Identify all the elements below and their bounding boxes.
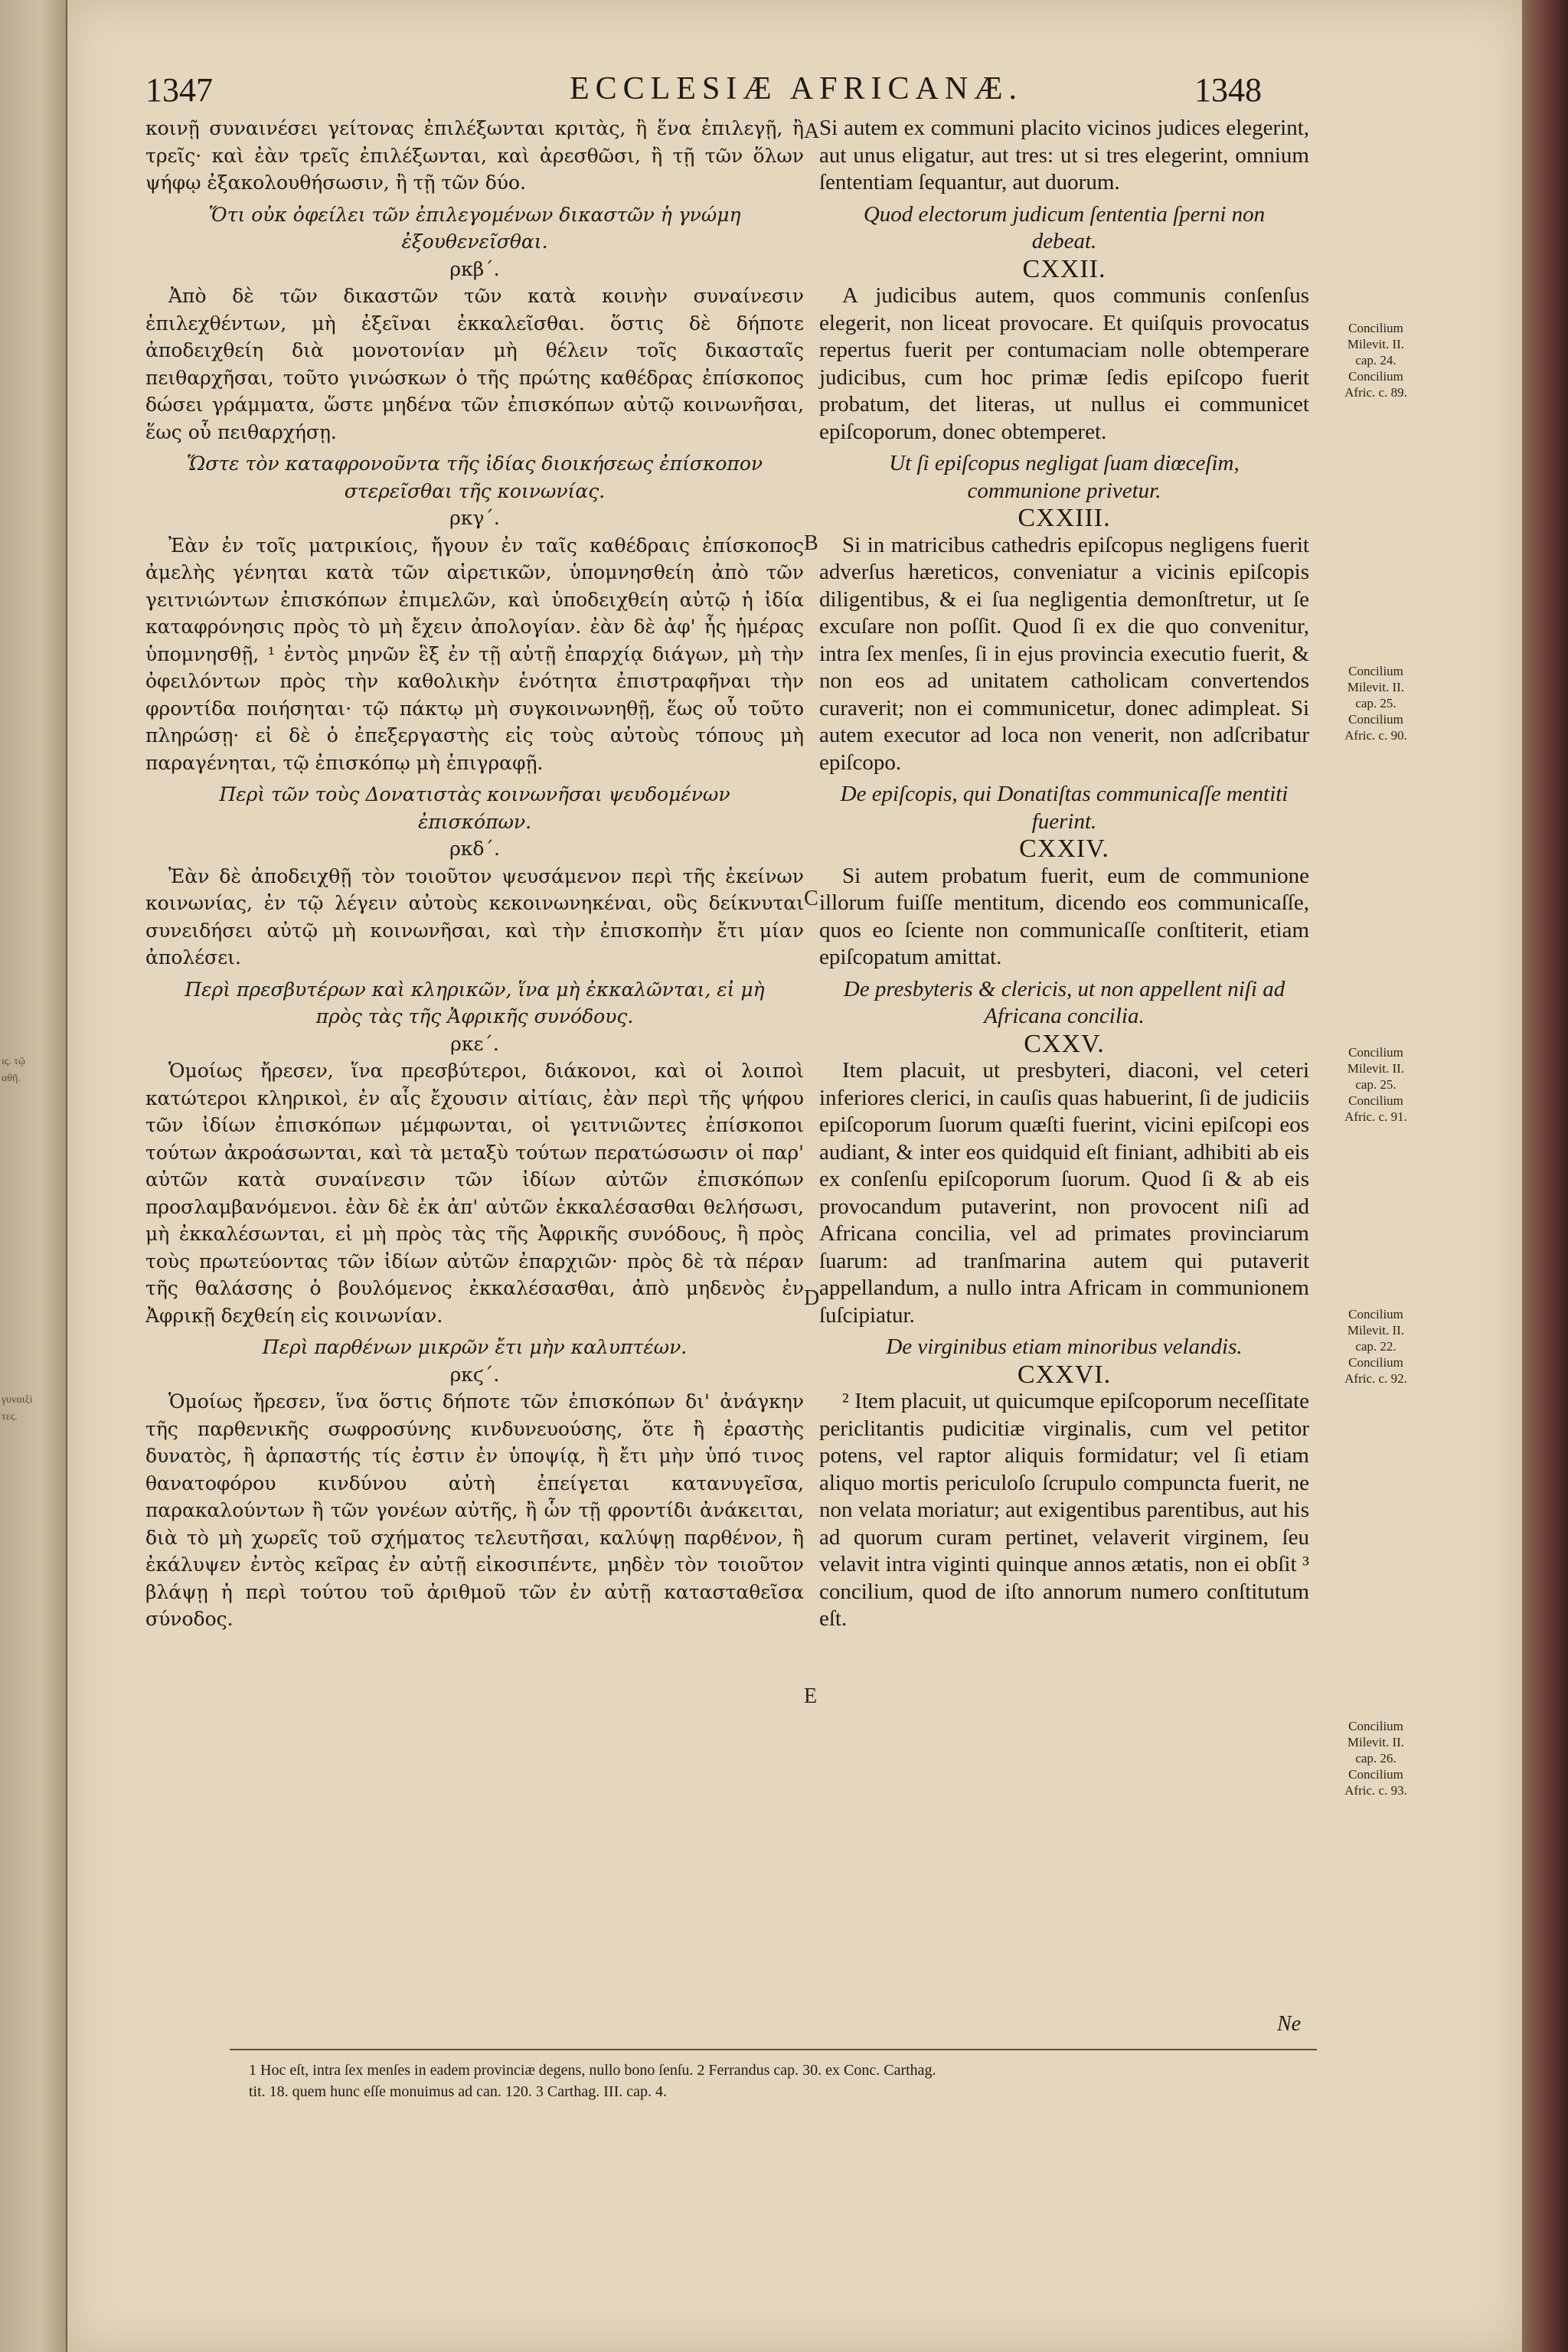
running-title: ECCLESIÆ AFRICANÆ. [569, 71, 1024, 106]
latin-canon-text: Item placuit, ut presbyteri, diaconi, vel ceteri inferiores clerici, in cauſis quas habuerint, ſi de judiciis epiſcoporum ſuorum quæſti fuerint, vicini epiſcopi eos audiant, & inter eos quidquid eſt finiant, adhibiti ab eis ex conſenſu epiſcoporum ſuorum. Quod ſi & ab eis provocandum putaverint, non provocent niſi ad Africana concilia, vel ad primates provinciarum ſuarum: ad tranſmarina autem qui putaverit appellandum, a nullo intra Africam in communionem ſuſcipiatur. [819, 1058, 1309, 1328]
greek-canon-heading: Περὶ πρεσβυτέρων καὶ κληρικῶν, ἵνα μὴ ἐκκαλῶνται, εἰ μὴ πρὸς τὰς τῆς Ἀφρικῆς συνόδους. [185, 978, 765, 1027]
latin-canon-text: Si autem probatum fuerit, eum de communione illorum fuiſſe mentitum, dicendo eos communicaſſe, quos eo ſciente non communicaſſe conſtiterit, etiam epiſcopatum amittat. [819, 863, 1309, 969]
greek-canon-heading: Ὅτι οὐκ ὀφείλει τῶν ἐπιλεγομένων δικαστῶν ἡ γνώμη ἐξουθενεῖσθαι. [208, 203, 741, 253]
margin-letter-a: A [804, 119, 820, 143]
greek-canon-text: Ἐὰν δὲ ἀποδειχθῇ τὸν τοιοῦτον ψευσάμενον περὶ τῆς ἐκείνων κοινωνίας, ἐν τῷ λέγειν αὐτοὺς κεκοινωνηκέναι, οὓς δείκνυται συνειδήσει αὐτῷ μὴ κοινωνῆσαι, καὶ τὴν ἐπισκοπὴν ἔτι μίαν ἀπολέσει. [145, 864, 804, 969]
book-cover-edge [1522, 0, 1568, 2352]
greek-canon-text: Ὁμοίως ἤρεσεν, ἵνα ὅστις δήποτε τῶν ἐπισκόπων δι' ἀνάγκην τῆς παρθενικῆς σωφροσύνης κινδυνευούσης, ὅτε ἢ ἐραστὴς δυνατὸς, ἢ ἁρπαστής τίς ἐστιν ἐν ὑποψίᾳ, ἢ ἔτι μὴν ὑπό τινος θανατοφόρου κινδύνου αὐτὴ ἐπείγεται κατανυγεῖσα, παρακαλούντων ἢ τῶν γονέων αὐτῆς, ἢ ὧν τῇ φροντίδι ἀνάκειται, διὰ τὸ μὴ χωρεῖς τοῦ σχήματος τελευτῆσαι, καλύψῃ παρθένον, ἢ ἐκάλυψεν ἐντὸς κεῖρας ἐν αὐτῇ εἰκοσιπέντε, μηδὲν τὸν τοιοῦτον βλάψῃ ἡ περὶ τούτου τοῦ ἀριθμοῦ τῶν ἐν αὐτῇ κατασταθεῖσα σύνοδος. [145, 1390, 804, 1630]
facing-fragment: τες. [2, 1411, 18, 1423]
greek-column [145, 115, 804, 1633]
latin-canon-number: CXXIII. [1018, 504, 1111, 532]
side-note: Concilium Milevit. II. cap. 25. Concilium Afric. c. 91. [1344, 1045, 1407, 1124]
side-note: Concilium Milevit. II. cap. 26. Concilium Afric. c. 93. [1344, 1719, 1407, 1798]
latin-canon-heading: Ut ſi epiſcopus negligat ſuam diœceſim, communione privetur. [889, 451, 1240, 503]
latin-canon-heading: De virginibus etiam minoribus velandis. [886, 1334, 1243, 1359]
greek-intro: κοινῇ συναινέσει γείτονας ἐπιλέξωνται κριτὰς, ἢ ἕνα ἐπιλεγῇ, ἢ τρεῖς· καὶ ἐὰν τρεῖς ἐπιλέξωνται, καὶ ἀρεσθῶσι, ἢ τῇ τῶν ὅλων ψήφῳ ἐξακολουθήσωσιν, ἢ τῇ τῶν δύο. [145, 117, 804, 194]
margin-letter-b: B [804, 531, 818, 555]
side-note: Concilium Milevit. II. cap. 22. Concilium Afric. c. 92. [1344, 1307, 1407, 1386]
margin-letter-e: E [804, 1684, 818, 1708]
footnote-line: tit. 18. quem hunc eſſe monuimus ad can. 120. 3 Carthag. III. cap. 4. [249, 2083, 667, 2100]
greek-canon-number: ρκγ΄. [449, 507, 500, 529]
greek-canon-number: ρκδ΄. [449, 838, 500, 860]
latin-intro: Si autem ex communi placito vicinos judices elegerint, aut unus eligatur, aut tres: ut si tres elegerint, omnium ſententiam ſequantur, aut duorum. [819, 116, 1309, 194]
side-note: Concilium Milevit. II. cap. 24. Concilium Afric. c. 89. [1344, 321, 1407, 400]
latin-canon-heading: Quod electorum judicum ſententia ſperni non debeat. [863, 201, 1266, 253]
greek-canon-number: ρκε΄. [450, 1032, 499, 1055]
page-number-left: 1347 [145, 71, 213, 109]
latin-canon-heading: De presbyteris & clericis, ut non appellent niſi ad Africana concilia. [843, 976, 1285, 1028]
catchword: Ne [1277, 2012, 1302, 2036]
margin-letter-d: D [804, 1286, 820, 1310]
facing-fragment: ις. τῷ [2, 1056, 26, 1067]
greek-canon-number: ρκβ΄. [449, 257, 500, 280]
footnotes [249, 2060, 1321, 2102]
latin-canon-text: ² Item placuit, ut quicumque epiſcoporum neceſſitate periclitantis pudicitiæ virginalis, cum vel petitor potens, vel raptor aliquis formidatur; vel ſi etiam aliquo mortis periculoſo ſcrupulo compuncta fuerit, ne non velata moriatur; aut exigentibus parentibus, aut his ad quorum curam pertinet, velaverit virginem, ſeu velavit intra viginti quinque annos ætatis, non ei obſit ³ concilium, quod de iſto annorum numero conſtitutum eſt. [819, 1389, 1309, 1631]
side-note: Concilium Milevit. II. cap. 25. Concilium Afric. c. 90. [1344, 664, 1407, 743]
greek-canon-text: Ἀπὸ δὲ τῶν δικαστῶν τῶν κατὰ κοινὴν συναίνεσιν ἐπιλεχθέντων, μὴ ἐξεῖναι ἐκκαλεῖσθαι. ὅστις δὲ δήποτε ἀποδειχθείη διὰ μονοτονίαν μὴ θέλειν τοῖς δικασταῖς πειθαρχῆσαι, τοῦτο γινώσκων ὁ τῆς πρώτης καθέδρας ἐπίσκοπος δώσει γράμματα, ὥστε μηδένα τῶν ἐπισκόπων αὐτῷ κοινωνῆσαι, ἕως οὗ πειθαρχήσῃ. [145, 285, 804, 443]
latin-column [819, 115, 1309, 1633]
greek-canon-number: ρκϛ΄. [449, 1363, 500, 1386]
footnote-rule [230, 2049, 1317, 2050]
margin-letter-c: C [804, 887, 818, 910]
latin-canon-text: Si in matricibus cathedris epiſcopus negligens fuerit adverſus hæreticos, conveniatur a vicinis epiſcopis diligentibus, & ei ſua negligentia demonſtretur, ut ſe excuſare non poſſit. Quod ſi ex die quo convenitur, intra ſex menſes, ſi in ejus provincia executio fuerit, & non eos ad unitatem catholicam convertendos curaverit; non ei communicetur, donec adimpleat. Si autem executor ad loca non venerit, non adſcribatur epiſcopo. [819, 532, 1309, 775]
latin-canon-heading: De epiſcopis, qui Donatiſtas communicaſſe mentiti fuerint. [840, 782, 1289, 834]
facing-fragment: αθῆ. [2, 1073, 21, 1084]
greek-canon-text: Ἐὰν ἐν τοῖς ματρικίοις, ἤγουν ἐν ταῖς καθέδραις ἐπίσκοπος ἀμελὴς γένηται κατὰ τῶν αἱρετικῶν, ὑπομνησθείη ἀπὸ τῶν γειτνιώντων ἐπισκόπων ἐπιμελῶν, καὶ ὑποδειχθείη αὐτῷ ἡ ἰδία καταφρόνησις πρὸς τὸ μὴ ἔχειν ἀπολογίαν. ἐὰν δὲ ἀφ' ἧς ἡμέρας ὑπομνησθῇ, ¹ ἐντὸς μηνῶν ἓξ ἐν τῇ αὐτῇ ἐπαρχίᾳ διάγων, μὴ τὴν ὀφειλόντων πρὸς τὴν καθολικὴν ἑνότητα ἐπιστραφῆναι τὴν φροντίδα ποιήσηται· τῷ πάκτῳ μὴ συγκοινωνηθῇ, ἕως οὗ τοῦτο πληρώσῃ· εἰ δὲ ὁ ἐπεξεργαστὴς εἰς τοὺς αὐτοὺς τόπους μὴ παραγένηται, τῷ ἐπισκόπῳ μὴ ἐπιγραφῇ. [145, 534, 804, 774]
greek-canon-heading: Ὥστε τὸν καταφρονοῦντα τῆς ἰδίας διοικήσεως ἐπίσκοπον στερεῖσθαι τῆς κοινωνίας. [186, 452, 763, 502]
latin-canon-number: CXXV. [1024, 1029, 1105, 1058]
latin-canon-number: CXXIV. [1019, 835, 1109, 863]
footnote-line: 1 Hoc eſt, intra ſex menſes in eadem provinciæ degens, nullo bono ſenſu. 2 Ferrandus cap. 30. ex Conc. Carthag. [249, 2062, 936, 2079]
greek-canon-text: Ὁμοίως ἤρεσεν, ἵνα πρεσβύτεροι, διάκονοι, καὶ οἱ λοιποὶ κατώτεροι κληρικοὶ, ἐν αἷς ἔχουσιν αἰτίαις, ἐὰν περὶ τῆς ψήφου τῶν ἰδίων ἐπισκόπων μέμφωνται, οἱ γειτνιῶντες ἐπίσκοποι τούτων ἀκροάσωνται, καὶ τὰ μεταξὺ τούτων περατώσωσιν οἱ παρ' αὐτῶν κατὰ συναίνεσιν τῶν ἰδίων αὐτῶν ἐπισκόπων προσλαμβανόμενοι. ἐὰν δὲ ἐκ ἀπ' αὐτῶν ἐκκαλέσασθαι θελήσωσι, μὴ ἐκκαλέσωνται, εἰ μὴ πρὸς τὰς τῆς Ἀφρικῆς συνόδους, ἢ πρὸς τοὺς πρωτεύοντας τῶν ἰδίων αὐτῶν ἐπαρχιῶν· πρὸς δὲ τὰ πέραν τῆς θαλάσσης ὁ βουλόμενος ἐκκαλέσασθαι, ἀπὸ μηδενὸς ἐν Ἀφρικῇ δεχθείη εἰς κοινωνίαν. [145, 1060, 804, 1327]
facing-page-edge [0, 0, 67, 2352]
greek-canon-heading: Περὶ τῶν τοὺς Δονατιστὰς κοινωνῆσαι ψευδομένων ἐπισκόπων. [219, 783, 730, 833]
latin-canon-number: CXXVI. [1017, 1360, 1112, 1389]
greek-canon-heading: Περὶ παρθένων μικρῶν ἔτι μὴν καλυπτέων. [262, 1336, 688, 1358]
facing-fragment: γυναιξὶ [2, 1394, 33, 1406]
page-number-right: 1348 [1194, 71, 1262, 109]
latin-canon-number: CXXII. [1022, 254, 1106, 283]
latin-canon-text: A judicibus autem, quos communis conſenſus elegerit, non liceat provocare. Et quiſquis provocatus repertus fuerit per contumaciam nolle obtemperare judicibus, cum hoc primæ ſedis epiſcopo fuerit probatum, det literas, ut nullus ei communicet epiſcoporum, donec obtemperet. [819, 283, 1309, 444]
